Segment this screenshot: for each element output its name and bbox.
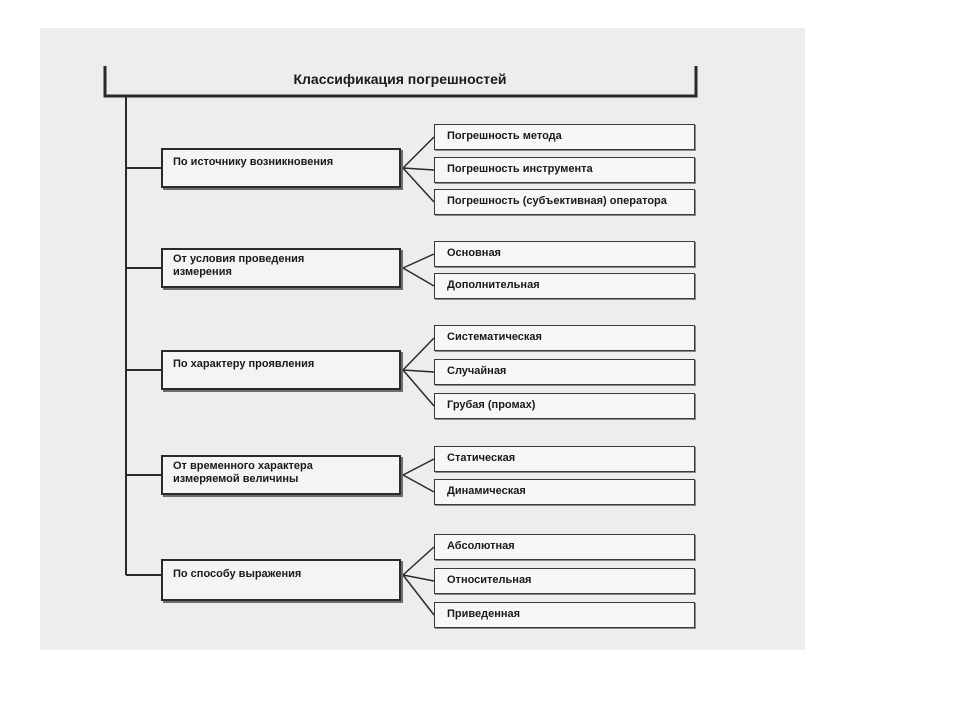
subtype-box (434, 446, 695, 472)
subtype-box (434, 359, 695, 385)
category-label: По источнику возникновения (173, 156, 334, 168)
subtype-label: Погрешность метода (447, 130, 562, 142)
category-box-source (161, 148, 401, 188)
subtype-label: Динамическая (447, 485, 526, 497)
subtype-box (434, 325, 695, 351)
category-box-character (161, 350, 401, 390)
subtype-box (434, 534, 695, 560)
subtype-label: Грубая (промах) (447, 399, 536, 411)
subtype-label: Приведенная (447, 608, 521, 620)
subtype-box (434, 393, 695, 419)
subtype-box (434, 189, 695, 215)
subtype-label: Погрешность (субъективная) оператора (447, 195, 667, 207)
subtype-label: Абсолютная (447, 540, 515, 552)
subtype-label: Основная (447, 247, 501, 259)
subtype-label: Относительная (447, 574, 532, 586)
category-label: От условия проведения измерения (173, 253, 305, 278)
subtype-label: Погрешность инструмента (447, 163, 593, 175)
subtype-label: Случайная (447, 365, 507, 377)
category-box-time (161, 455, 401, 495)
subtype-box (434, 273, 695, 299)
subtype-label: Статическая (447, 452, 516, 464)
subtype-box (434, 157, 695, 183)
subtype-box (434, 602, 695, 628)
subtype-box (434, 568, 695, 594)
subtype-label: Дополнительная (447, 279, 540, 291)
category-label: По способу выражения (173, 568, 302, 580)
subtype-box (434, 241, 695, 267)
subtype-box (434, 124, 695, 150)
category-label: По характеру проявления (173, 358, 315, 370)
category-box-conditions (161, 248, 401, 288)
category-box-expression (161, 559, 401, 601)
category-label: От временного характера измеряемой величины (173, 460, 313, 485)
subtype-box (434, 479, 695, 505)
subtype-label: Систематическая (447, 331, 542, 343)
diagram-title: Классификация погрешностей (293, 71, 507, 87)
